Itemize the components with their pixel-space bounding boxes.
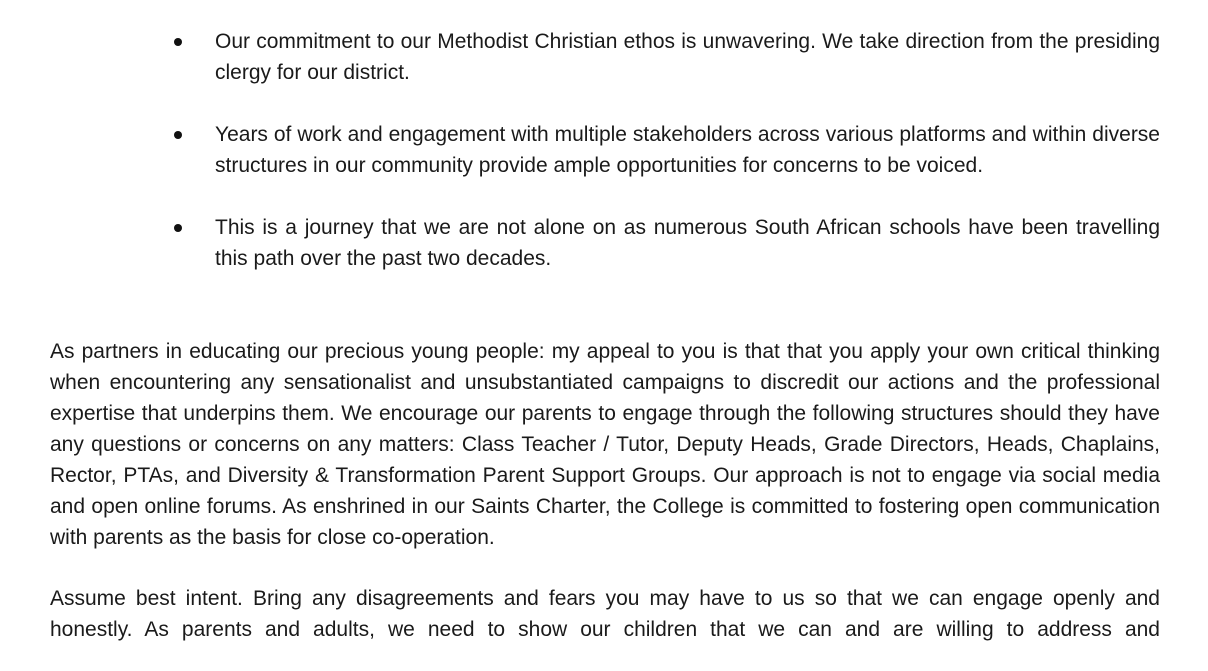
bullet-item-ethos — [172, 26, 1160, 88]
bullet-item-journey — [172, 212, 1160, 274]
bullet-text: Our commitment to our Methodist Christian ethos is unwavering. We take direction from the presiding clergy for our district. — [215, 30, 1160, 84]
bullet-text: This is a journey that we are not alone on as numerous South African schools have been travelling this path over the past two decades. — [215, 216, 1160, 270]
bullet-item-stakeholders — [172, 119, 1160, 181]
bullet-list — [172, 26, 1160, 274]
bullet-icon — [174, 224, 182, 232]
bullet-text: Years of work and engagement with multiple stakeholders across various platforms and within diverse structures in our community provide ample opportunities for concerns to be voiced. — [215, 123, 1160, 177]
bullet-icon — [174, 131, 182, 139]
bullet-icon — [174, 38, 182, 46]
paragraph-best-intent: Assume best intent. Bring any disagreements and fears you may have to us so that we can engage openly and honestly. As parents and adults, we need to show our children that we can and are willing to address and — [50, 587, 1160, 641]
paragraph-partners: As partners in educating our precious young people: my appeal to you is that that you apply your own critical thinking when encountering any sensationalist and unsubstantiated campaigns to discredit our actions and the professional expertise that underpins them. We encourage our parents to engage through the following structures should they have any questions or concerns on any matters: Class Teacher / Tutor, Deputy Heads, Grade Directors, Heads, Chaplains, Rector, PTAs, and Diversity & Transformation Parent Support Groups. Our approach is not to engage via social media and open online forums. As enshrined in our Saints Charter, the College is committed to fostering open communication with parents as the basis for close co-operation. — [50, 340, 1160, 549]
